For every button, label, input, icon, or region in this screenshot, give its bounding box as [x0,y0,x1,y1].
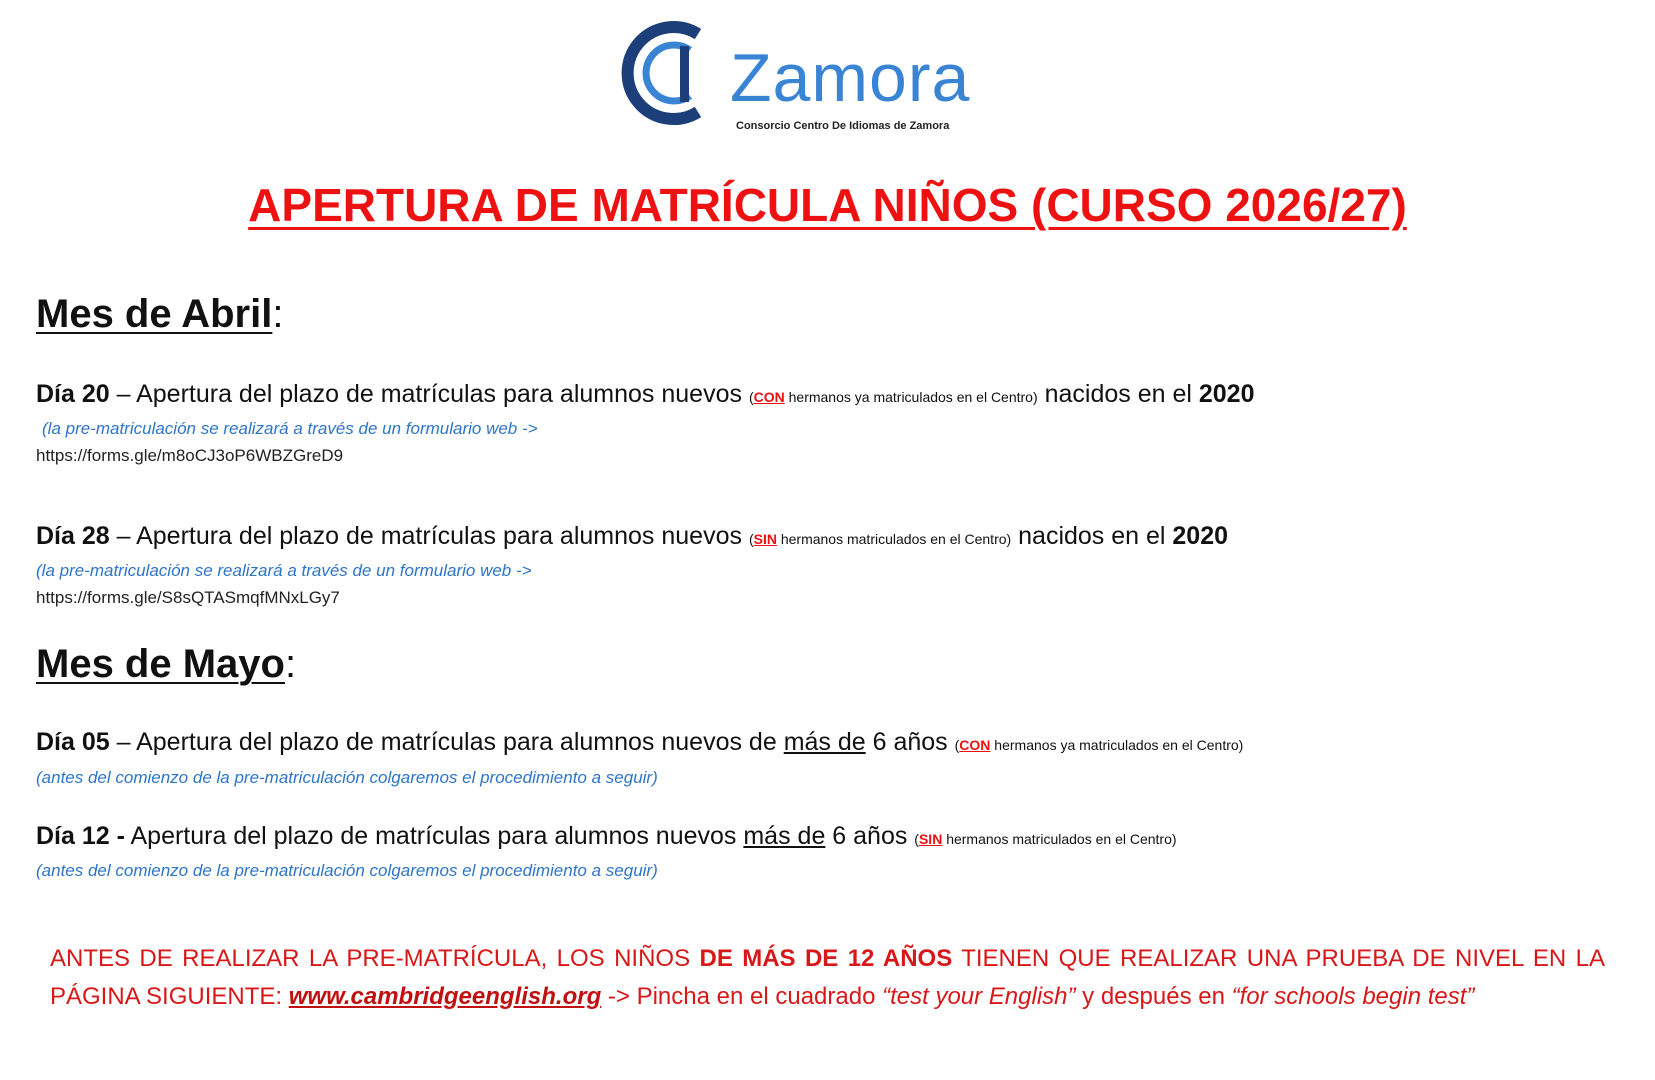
april-item-2-paren: ( [748,531,754,547]
april-item-2-tag-rest: hermanos matriculados en el Centro) [776,531,1012,547]
logo-emblem [620,16,730,126]
month-heading-may-text: Mes de Mayo [36,642,285,686]
month-heading-april-colon: : [272,292,284,336]
may-item-2-mas: más de [743,822,826,850]
april-item-1-year: 2020 [1198,380,1255,408]
may-item-2-text2: 6 años [825,822,915,850]
april-item-1-tag: CON [753,389,785,405]
april-item-2-note: (la pre-matriculación se realizará a través de un formulario web -> [36,561,532,580]
logo-subtitle: Consorcio Centro De Idiomas de Zamora [736,120,950,132]
may-item-1-day: Día 05 [36,728,110,756]
month-heading-april [36,292,283,337]
warning-quote-1: “test your English” [882,983,1076,1010]
logo [620,16,1000,136]
logo-wordmark: Zamora [730,40,971,116]
month-heading-april-text: Mes de Abril [36,292,273,336]
level-test-warning [50,940,1605,1016]
may-item-1-text2: 6 años [865,728,955,756]
warning-part-4: y después en [1075,983,1232,1010]
may-item-2-paren: ( [914,831,919,847]
april-item-2-tag: SIN [753,531,777,547]
may-item-1-note: (antes del comienzo de la pre-matriculación colgaremos el procedimiento a seguir) [36,768,658,787]
may-item-2-tag-rest: hermanos matriculados en el Centro) [942,831,1177,847]
warning-part-1: ANTES DE REALIZAR LA PRE-MATRÍCULA, LOS NIÑOS [50,945,700,972]
may-item-1 [36,728,1243,757]
may-item-2 [36,822,1177,851]
april-item-1-url[interactable]: https://forms.gle/m8oCJ3oP6WBZGreD9 [36,446,344,465]
april-item-1-tag-rest: hermanos ya matriculados en el Centro) [784,389,1038,405]
april-item-1-note: (la pre-matriculación se realizará a través de un formulario web -> [42,419,538,438]
april-item-1-paren: ( [748,389,754,405]
may-item-1-text: – Apertura del plazo de matrículas para alumnos nuevos de [109,728,784,756]
april-item-2-day: Día 28 [36,522,110,550]
may-item-1-tag-rest: hermanos ya matriculados en el Centro) [990,737,1244,753]
month-heading-may-colon: : [284,642,297,686]
april-item-2-url[interactable]: https://forms.gle/S8sQTASmqfMNxLGy7 [36,588,340,607]
april-item-1-text: – Apertura del plazo de matrículas para alumnos nuevos [109,380,749,408]
warning-part-2: TIENEN QUE REALIZAR UNA PRUEBA DE NIVEL EN LA PÁGINA SIGUIENTE: [50,945,1605,1010]
april-item-2-text2: nacidos en el [1011,522,1173,550]
may-item-1-tag: CON [959,737,991,753]
april-item-1 [36,380,1254,409]
warning-quote-2: “for schools begin test” [1231,983,1475,1010]
may-item-2-tag: SIN [918,831,943,847]
may-item-1-mas: más de [783,728,866,756]
april-item-2-text: – Apertura del plazo de matrículas para alumnos nuevos [109,522,749,550]
april-item-1-text2: nacidos en el [1037,380,1199,408]
cambridge-link[interactable]: www.cambridgeenglish.org [288,983,602,1010]
may-item-2-day: Día 12 - [36,822,125,850]
warning-part-3: -> Pincha en el cuadrado [601,983,883,1010]
month-heading-may [36,642,296,687]
warning-bold: DE MÁS DE 12 AÑOS [699,945,953,972]
april-item-1-day: Día 20 [36,380,110,408]
may-item-1-paren: ( [954,737,960,753]
april-item-2-year: 2020 [1172,522,1229,550]
page-title: APERTURA DE MATRÍCULA NIÑOS (CURSO 2026/27) [248,179,1407,231]
may-item-2-text: Apertura del plazo de matrículas para alumnos nuevos [124,822,744,850]
may-item-2-note: (antes del comienzo de la pre-matriculación colgaremos el procedimiento a seguir) [36,861,658,880]
april-item-2 [36,522,1228,551]
